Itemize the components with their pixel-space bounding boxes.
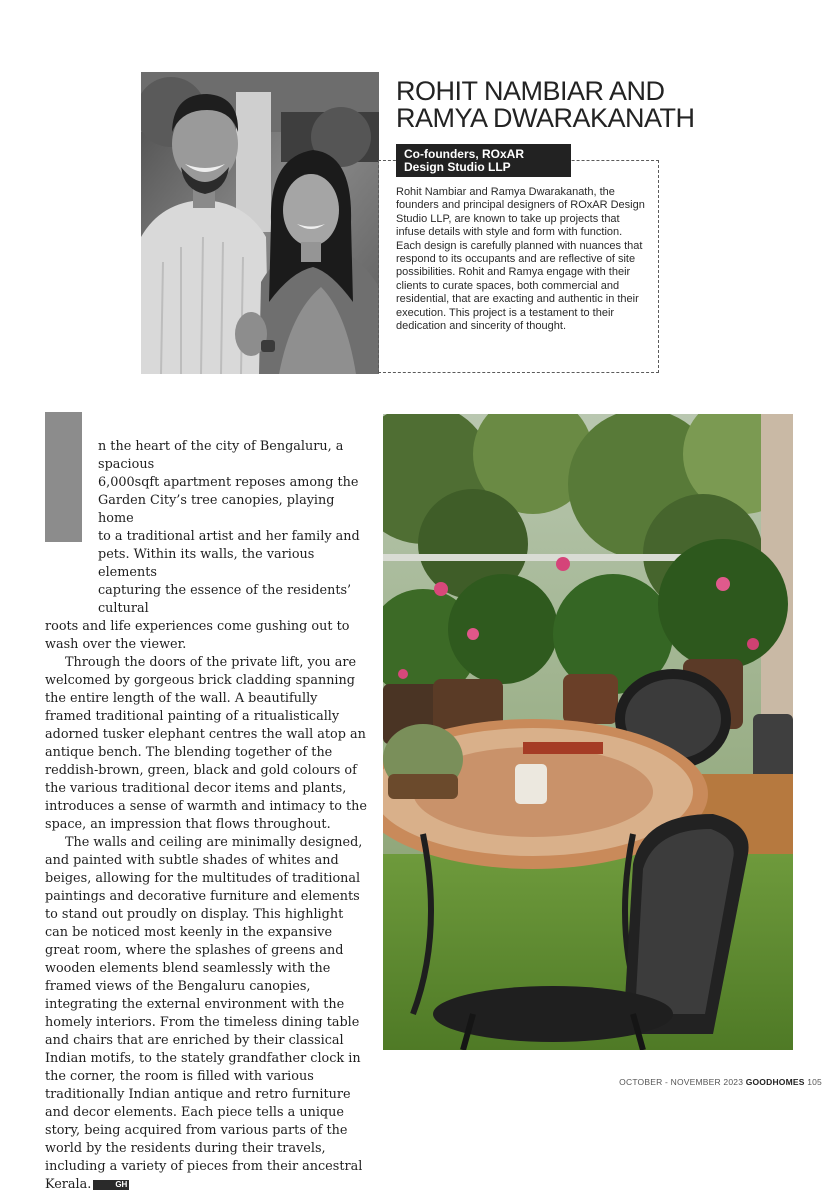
article-body bbox=[45, 438, 367, 1194]
paragraph-1-line: 6,000sqft apartment reposes among the bbox=[98, 475, 359, 490]
article-paragraph-2: Through the doors of the private lift, you are welcomed by gorgeous brick cladding spanning the entire length of the wall. A beautifully framed traditional painting of a ritualistically adorned tusker elephant centres the wall atop an antique bench. The blending together of the reddish-brown, green, black and gold colours of the various traditional decor items and plants, introduces a sense of warmth and intimacy to the space, an impression that flows throughout. bbox=[45, 655, 367, 832]
article-paragraph-1 bbox=[45, 438, 367, 654]
designers-name-line-2: RAMYA DWARAKANATH bbox=[396, 103, 695, 133]
paragraph-1-rest: roots and life experiences come gushing out to wash over the viewer. bbox=[45, 619, 350, 652]
magazine-name: GOODHOMES bbox=[745, 1077, 805, 1087]
article-paragraph-3 bbox=[45, 834, 367, 1194]
role-label: Co-founders, ROxAR Design Studio LLP bbox=[396, 144, 571, 177]
paragraph-1-line: n the heart of the city of Bengaluru, a spacious bbox=[98, 439, 344, 472]
portrait-illustration bbox=[141, 72, 379, 374]
designers-name-heading bbox=[396, 78, 696, 132]
paragraph-1-line: capturing the essence of the residents’ cultural bbox=[98, 583, 352, 616]
paragraph-1-line: pets. Within its walls, the various elements bbox=[98, 547, 315, 580]
issue-date: OCTOBER - NOVEMBER 2023 bbox=[619, 1077, 744, 1087]
paragraph-1-line: Garden City’s tree canopies, playing home bbox=[98, 493, 335, 526]
paragraph-3-text: The walls and ceiling are minimally designed, and painted with subtle shades of whites and beiges, allowing for the multitudes of traditional paintings and decorative furniture and elements to stand out proudly on display. This highlight can be noticed most keenly in the expansive great room, where the splashes of greens and wooden elements blend seamlessly with the framed views of the Bengaluru canopies, integrating the external environment with the homely interiors. From the timeless dining table and chairs that are enriched by their classical Indian motifs, to the stately grandfather clock in the corner, the room is filled with various traditionally Indian antique and retro furniture and decor elements. Each piece tells a unique story, being acquired from various parts of the world by the residents during their travels, including a variety of pieces from their ancestral Kerala. bbox=[45, 835, 363, 1192]
page-number: 105 bbox=[807, 1077, 822, 1087]
page-footer bbox=[619, 1077, 822, 1087]
paragraph-1-line: to a traditional artist and her family and bbox=[98, 529, 360, 544]
designers-name-line-1: ROHIT NAMBIAR AND bbox=[396, 76, 665, 106]
balcony-illustration bbox=[383, 414, 793, 1050]
balcony-dining-photo bbox=[383, 414, 793, 1050]
dropcap-text bbox=[0, 0, 1, 1]
designers-bio-text: Rohit Nambiar and Ramya Dwarakanath, the founders and principal designers of ROxAR Design Studio LLP, are known to take up projects that infuse details with style and form with function. Each design is carefully planned with nuances that respond to its occupants and are reflective of site possibilities. Rohit and Ramya engage with their clients to curate spaces, both commercial and residential, that are exacting and authentic in their execution. This project is a testament to their dedication and sincerity of thought. bbox=[396, 186, 645, 333]
end-of-article-mark: GH bbox=[93, 1180, 129, 1190]
designers-portrait-photo bbox=[141, 72, 379, 374]
